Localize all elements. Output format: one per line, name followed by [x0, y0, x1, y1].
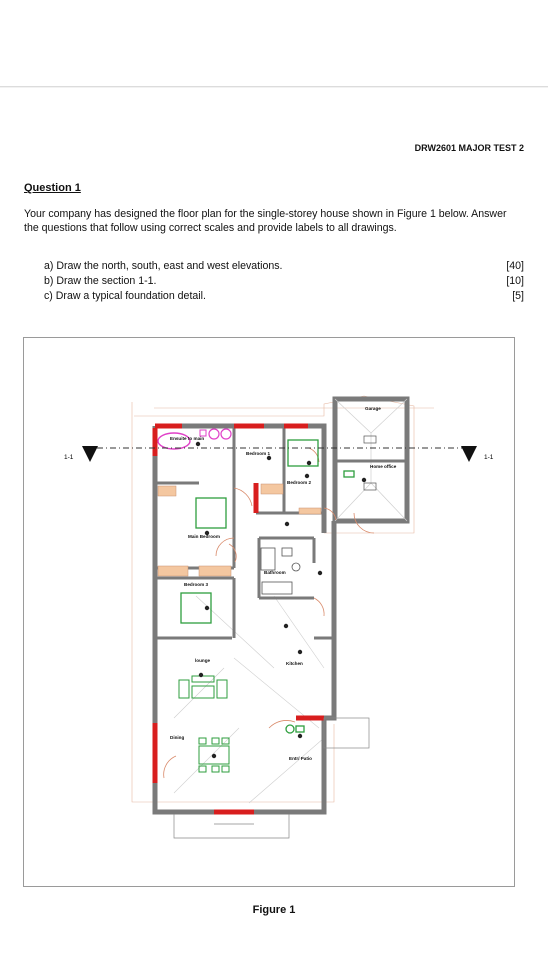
question-mark: [10]: [506, 275, 524, 287]
entry-patio-outline: [174, 718, 369, 838]
figure-frame: [23, 337, 515, 887]
built-in-cupboards: [158, 484, 321, 576]
header-course-code: DRW2601 MAJOR TEST 2: [414, 143, 524, 153]
question-text: c) Draw a typical foundation detail.: [44, 290, 206, 302]
figure-caption: Figure 1: [252, 904, 296, 916]
question-mark: [5]: [512, 290, 524, 302]
room-label-ensuite: Ensuite to main: [170, 436, 205, 441]
section-marker-right: 1-1: [484, 454, 494, 461]
lounge-dining-furniture: [179, 676, 229, 772]
section-marker-left: 1-1: [64, 454, 74, 461]
viewer-top-band: [0, 0, 548, 86]
question-item-c: [44, 289, 524, 304]
question-text: a) Draw the north, south, east and west elevations.: [44, 260, 283, 272]
question-text: b) Draw the section 1-1.: [44, 275, 157, 287]
room-label-bedroom-3: Bedroom 3: [184, 582, 208, 587]
floor-plan-drawing: [24, 338, 514, 886]
question-mark: [40]: [506, 260, 524, 272]
room-label-bedroom-2: Bedroom 2: [287, 480, 311, 485]
question-item-b: [44, 274, 524, 289]
room-label-bedroom-1: Bedroom 1: [246, 451, 270, 456]
room-label-entry-patio: Entr/ Patio: [289, 756, 312, 761]
interior-walls: [155, 428, 334, 638]
question-list: [44, 259, 524, 304]
room-label-kitchen: Kitchen: [286, 661, 303, 666]
viewer-divider: [0, 86, 548, 87]
section-line-1-1: [82, 446, 477, 462]
question-item-a: [44, 259, 524, 274]
room-label-main-bedroom: Main Bedroom: [188, 534, 220, 539]
room-label-garage: Garage: [365, 406, 381, 411]
room-label-bathroom: Bathroom: [264, 570, 286, 575]
question-intro: Your company has designed the floor plan for the single-storey house shown in Figure 1 below. Answer the questions that follow using correct scales and provide labels to all drawings.: [24, 208, 507, 234]
room-label-home-office: Home office: [370, 464, 397, 469]
garage-block: [335, 399, 407, 521]
room-label-lounge: lounge: [195, 658, 211, 663]
room-label-dining: Dining: [170, 735, 185, 740]
question-title: Question 1: [24, 182, 81, 194]
door-swings: [164, 448, 374, 778]
